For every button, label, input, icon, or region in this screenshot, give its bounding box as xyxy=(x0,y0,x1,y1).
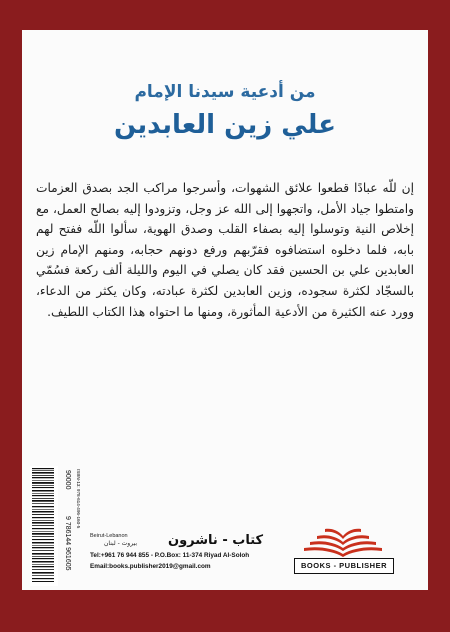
publisher-phone-line: Tel:+961 76 944 855 - P.O.Box: 11-374 Riyad Al-Soloh xyxy=(90,552,250,559)
blurb-paragraph: إن للّه عبادًا قطعوا علائق الشهوات، وأسرجوا مراكب الجد بصدق العزمات وامتطوا جياد الأمل، واتجهوا إلى الله عز وجل، وتزودوا إليه بصالح العمل، مع إخلاص النية وتوسلوا إليه بصفاء القلب وصدق الهوية، سألوا اللّه ففتح لهم بابه، فلما دخلوه استضافوه فقرّبهم ورفع دونهم حجابه، ومنهم الإمام زين العابدين علي بن الحسين فقد كان يصلي في اليوم والليلة ألف ركعة فسُمّي بالسجّاد لكثرة سجوده، وزين العابدين لكثرة عبادته، وكان يكثر من الدعاء، وورد عنه الكثيرة من الأدعية المأثورة، ومنها ما احتواه هذا الكتاب اللطيف. xyxy=(36,181,414,319)
isbn-text: ISBN-13: 978-614-496-160-5 xyxy=(76,469,81,529)
cover-subtitle: من أدعية سيدنا الإمام xyxy=(134,82,316,102)
barcode-digits xyxy=(58,466,70,586)
cover-title: علي زين العابدين xyxy=(114,110,336,140)
cover-panel xyxy=(22,30,428,590)
isbn-label xyxy=(70,466,80,586)
publisher-footer xyxy=(22,30,428,590)
barcode-number: 9 786144 961605 xyxy=(64,516,71,571)
city-english: Beirut-Lebanon xyxy=(90,533,128,539)
publisher-name-english: BOOKS - PUBLISHER xyxy=(294,558,394,574)
barcode-addon: 90000 xyxy=(64,470,71,490)
open-book-icon xyxy=(300,524,386,558)
barcode xyxy=(30,466,58,586)
publisher-name-arabic: كتاب - ناشرون xyxy=(168,533,264,548)
publisher-email: Email:books.publisher2019@gmail.com xyxy=(90,563,211,570)
city-arabic: بيروت - لبنان xyxy=(104,540,137,547)
